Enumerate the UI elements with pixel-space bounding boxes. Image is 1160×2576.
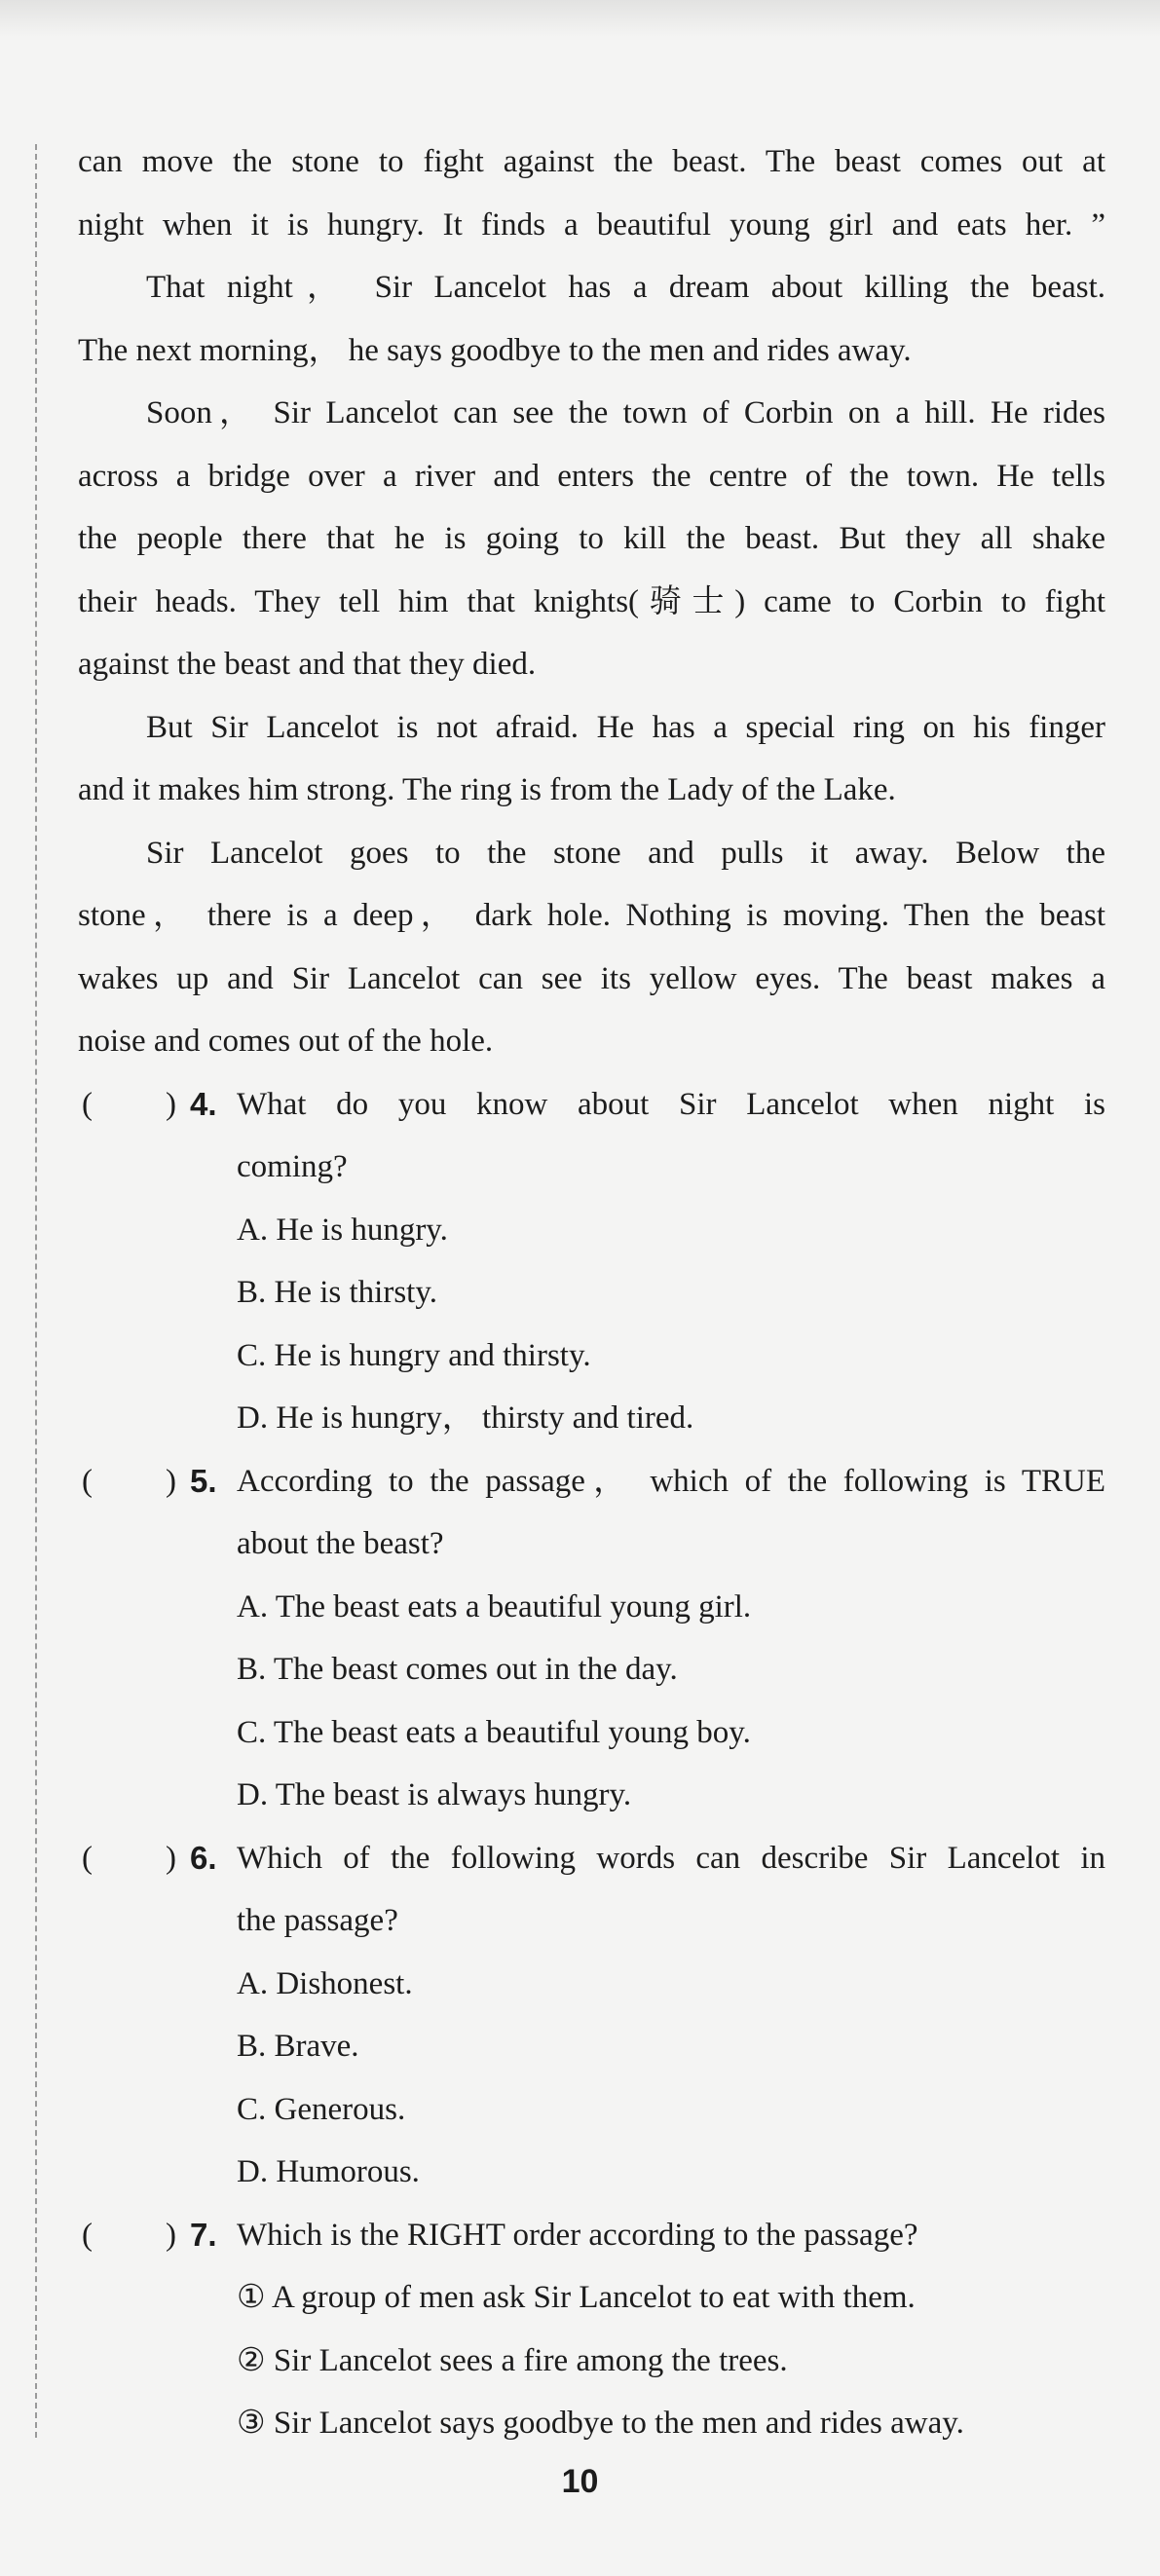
question-6 xyxy=(78,1827,1105,2204)
event-item: ③ Sir Lancelot says goodbye to the men and rides away. xyxy=(237,2406,964,2441)
question-stem: Which is the RIGHT order according to the passage? xyxy=(237,2217,918,2253)
question-7 xyxy=(78,2204,1105,2455)
option: B. The beast comes out in the day. xyxy=(237,1652,678,1687)
page-content xyxy=(78,131,1105,2455)
option: A. He is hungry. xyxy=(237,1212,448,1248)
passage-line: noise and comes out of the hole. xyxy=(78,1024,494,1059)
option: C. He is hungry and thirsty. xyxy=(237,1337,591,1373)
answer-paren-open: ( xyxy=(82,1840,93,1876)
event-item: ② Sir Lancelot sees a fire among the trees. xyxy=(237,2342,788,2378)
question-number: 5. xyxy=(190,1462,217,1499)
question-stem: According to the passage， which of the following is TRUE xyxy=(237,1463,1105,1499)
passage-line: But Sir Lancelot is not afraid. He has a special ring on his finger xyxy=(146,709,1105,745)
answer-paren-open: ( xyxy=(82,2217,93,2253)
option: D. He is hungry， thirsty and tired. xyxy=(237,1400,694,1436)
question-4 xyxy=(78,1073,1105,1450)
passage-line: can move the stone to fight against the beast. The beast comes out at xyxy=(78,144,1105,179)
answer-paren-close: ) xyxy=(166,2217,176,2253)
question-number: 4. xyxy=(190,1085,217,1122)
passage-line: against the beast and that they died. xyxy=(78,647,537,682)
question-stem: Which of the following words can describe Sir Lancelot in xyxy=(237,1840,1105,1876)
option: A. Dishonest. xyxy=(237,1965,413,2001)
answer-paren-close: ) xyxy=(166,1463,176,1499)
passage-line: That night， Sir Lancelot has a dream about killing the beast. xyxy=(146,270,1105,305)
option: B. Brave. xyxy=(237,2029,359,2064)
answer-paren-close: ) xyxy=(166,1840,176,1876)
option: B. He is thirsty. xyxy=(237,1275,437,1310)
passage-line: their heads. They tell him that knights(骑士) came to Corbin to fight xyxy=(78,583,1105,619)
binding-margin-rule xyxy=(35,144,37,2438)
passage-line: The next morning， he says goodbye to the men and rides away. xyxy=(78,332,912,368)
passage-line: night when it is hungry. It finds a beautiful young girl and eats her. ” xyxy=(78,206,1105,243)
question-number: 7. xyxy=(190,2216,217,2253)
passage-line: the people there that he is going to kill the beast. But they all shake xyxy=(78,521,1105,556)
passage-line: Sir Lancelot goes to the stone and pulls it away. Below the xyxy=(146,835,1105,871)
question-stem: the passage? xyxy=(237,1903,398,1938)
option: C. Generous. xyxy=(237,2091,406,2127)
passage-line: stone， there is a deep， dark hole. Nothing is moving. Then the beast xyxy=(78,898,1105,933)
page-number: 10 xyxy=(561,2463,599,2500)
passage-line: across a bridge over a river and enters the centre of the town. He tells xyxy=(78,458,1105,494)
option: D. The beast is always hungry. xyxy=(237,1777,632,1812)
passage-line: wakes up and Sir Lancelot can see its yellow eyes. The beast makes a xyxy=(78,960,1105,996)
event-item: ① A group of men ask Sir Lancelot to eat with them. xyxy=(237,2280,916,2315)
option: C. The beast eats a beautiful young boy. xyxy=(237,1714,751,1750)
question-number: 6. xyxy=(190,1839,217,1876)
page-top-shadow xyxy=(0,0,1160,37)
reading-passage xyxy=(78,131,1105,1073)
question-5 xyxy=(78,1450,1105,1827)
passage-line: and it makes him strong. The ring is from the Lady of the Lake. xyxy=(78,772,896,807)
answer-paren-open: ( xyxy=(82,1086,93,1122)
option: A. The beast eats a beautiful young girl. xyxy=(237,1588,752,1624)
question-stem: What do you know about Sir Lancelot when night is xyxy=(237,1086,1105,1122)
answer-paren-close: ) xyxy=(166,1086,176,1122)
option: D. Humorous. xyxy=(237,2154,420,2189)
passage-line: Soon， Sir Lancelot can see the town of Corbin on a hill. He rides xyxy=(146,395,1105,430)
question-stem: coming? xyxy=(237,1149,348,1184)
question-stem: about the beast? xyxy=(237,1526,444,1561)
answer-paren-open: ( xyxy=(82,1463,93,1499)
